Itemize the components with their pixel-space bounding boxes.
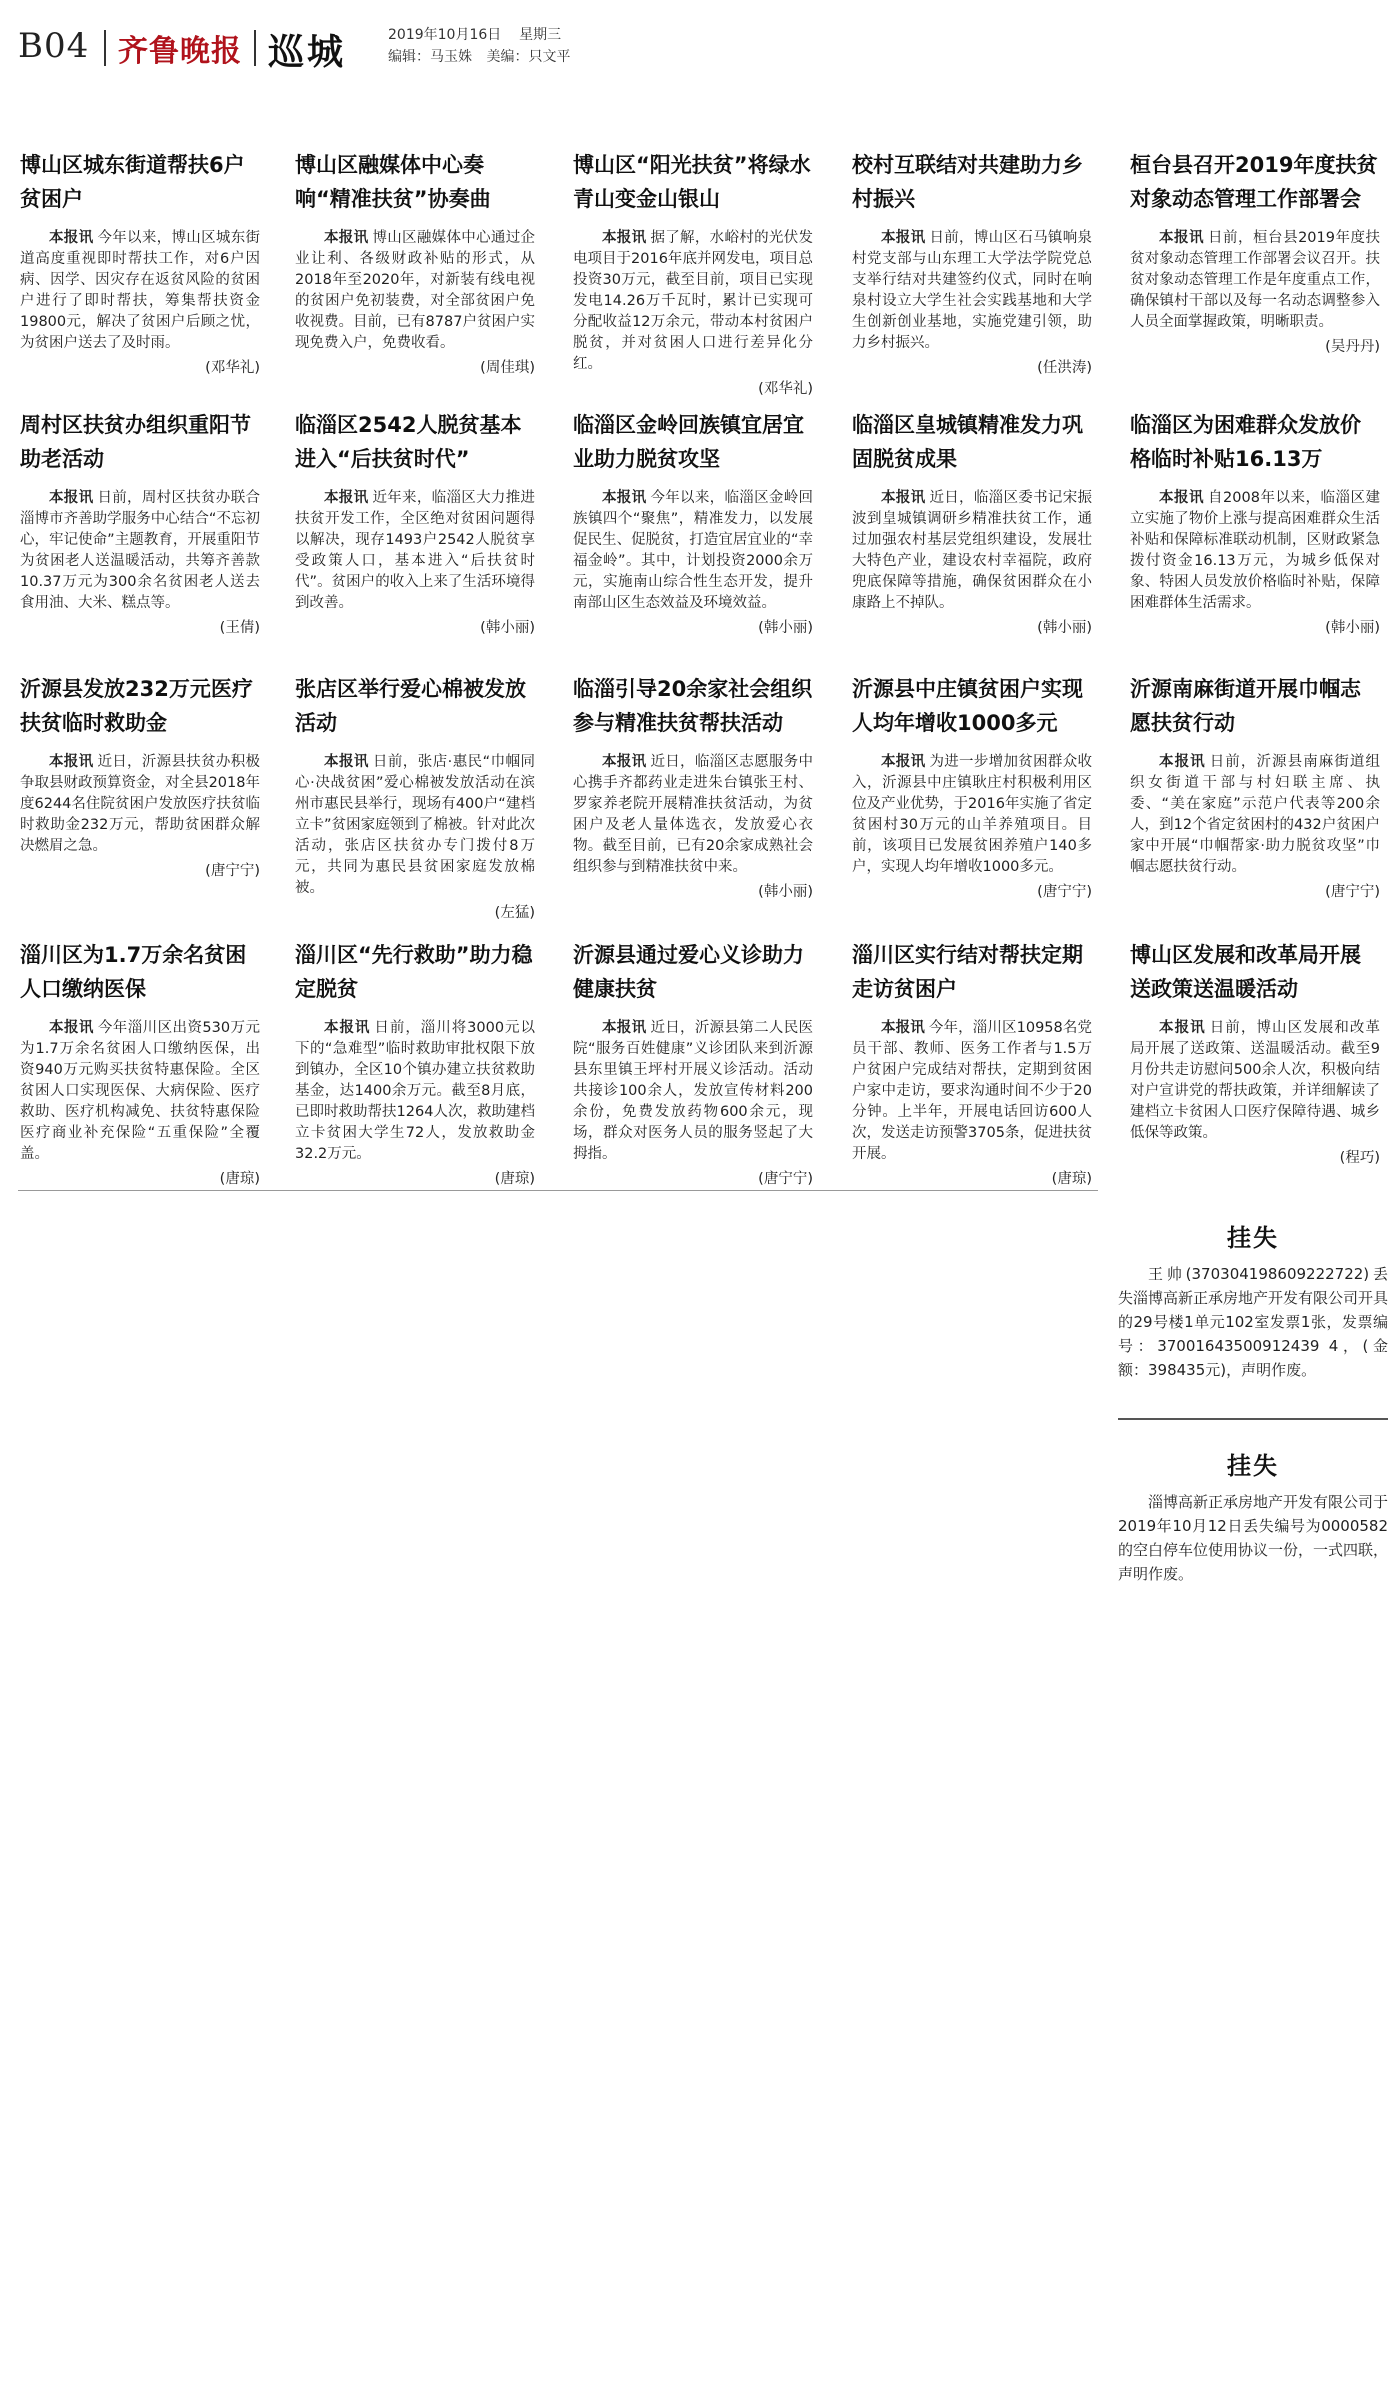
article-headline: 临淄区2542人脱贫基本进入“后扶贫时代” <box>295 413 522 471</box>
article-body <box>852 488 1092 614</box>
article-body <box>1130 1018 1380 1144</box>
newspaper-logo: 齐鲁晚报 <box>118 34 242 69</box>
editor-name: 编辑：马玉姝 <box>388 49 472 65</box>
article-byline: (邓华礼) <box>205 360 260 376</box>
article-byline: (任洪涛) <box>1037 360 1092 376</box>
article-body <box>852 1018 1092 1165</box>
article-body <box>852 228 1092 354</box>
article-byline: (唐琼) <box>219 1171 260 1187</box>
article-body <box>295 1018 535 1165</box>
editor-credits <box>388 46 580 66</box>
article-body <box>20 488 260 614</box>
article-text: 博山区融媒体中心通过企业让利、各级财政补贴的形式，从2018年至2020年，对新装有线电视的贫困户免初装费，对全部贫困户免收视费。目前，已有8787户贫困户实现免费入户，免费收看。 <box>295 230 536 351</box>
designer-name: 美编：只文平 <box>486 49 571 65</box>
article-lead: 本报讯 <box>602 230 647 246</box>
article <box>1130 672 1380 901</box>
article-lead: 本报讯 <box>881 1020 925 1036</box>
article-lead: 本报讯 <box>881 490 926 506</box>
article <box>573 938 813 1188</box>
article-body <box>20 228 260 354</box>
article-text: 自2008年以来，临淄区建立实施了物价上涨与提高困难群众生活补贴和保障标准联动机制，区财政紧急拨付资金16.13万元，为城乡低保对象、特困人员发放价格临时补贴，保障困难群体生活需求。 <box>1130 490 1381 611</box>
notice-divider <box>1118 1418 1388 1420</box>
article-lead: 本报讯 <box>602 754 647 770</box>
article-text: 日前，淄川将3000元以下的“急难型”临时救助审批权限下放到镇办，全区10个镇办建立扶贫救助基金，达1400余万元。截至8月底，已即时救助帮扶1264人次，救助建档立卡贫困大学生72人，发放救助金32.2万元。 <box>295 1020 535 1162</box>
article <box>852 672 1092 901</box>
article-text: 今年以来，临淄区金岭回族镇四个“聚焦”，精准发力，以发展促民生、促脱贫，打造宜居宜业的“幸福金岭”。其中，计划投资2000余万元，实施南山综合性生态开发，提升南部山区生态效益及环境效益。 <box>573 490 814 611</box>
article-headline: 博山区发展和改革局开展送政策送温暖活动 <box>1130 943 1361 1001</box>
article-headline: 周村区扶贫办组织重阳节助老活动 <box>20 413 251 471</box>
article-byline: (韩小丽) <box>1325 620 1380 636</box>
article-lead: 本报讯 <box>602 490 647 506</box>
article-byline: (邓华礼) <box>758 381 813 397</box>
article-byline: (韩小丽) <box>758 884 813 900</box>
article-text: 近日，沂源县扶贫办积极争取县财政预算资金，对全县2018年度6244名住院贫困户发放医疗扶贫临时救助金232万元，帮助贫困群众解决燃眉之急。 <box>20 754 261 854</box>
article-byline: (周佳琪) <box>480 360 535 376</box>
article-headline: 博山区融媒体中心奏响“精准扶贫”协奏曲 <box>295 153 491 211</box>
notice-text: 王帅(370304198609222722)丢失淄博高新正承房地产开发有限公司开具的29号楼1单元102室发票1张，发票编号：37001643500912439 4，(金额：398435元)，声明作废。 <box>1118 1265 1389 1379</box>
article-headline: 淄川区为1.7万余名贫困人口缴纳医保 <box>20 943 247 1001</box>
article-body <box>573 228 813 375</box>
article-byline: (吴丹丹) <box>1325 339 1380 355</box>
article-text: 为进一步增加贫困群众收入，沂源县中庄镇耿庄村积极利用区位及产业优势，于2016年实施了省定贫困村30万元的山羊养殖项目。目前，该项目已发展贫困养殖户140多户，实现人均年增收1000多元。 <box>852 754 1093 875</box>
article-text: 日前，博山区发展和改革局开展了送政策、送温暖活动。截至9月份共走访慰问500余人次，积极向结对户宣讲党的帮扶政策，并详细解读了建档立卡贫困人口医疗保障待遇、城乡低保等政策。 <box>1130 1020 1381 1141</box>
article-byline: (左猛) <box>494 905 535 921</box>
article-lead: 本报讯 <box>324 1020 371 1036</box>
article-headline: 沂源县中庄镇贫困户实现人均年增收1000多元 <box>852 677 1083 735</box>
article-body <box>20 1018 260 1165</box>
article-lead: 本报讯 <box>49 230 94 246</box>
article <box>1130 408 1380 637</box>
article-byline: (韩小丽) <box>1037 620 1092 636</box>
article-text: 日前，桓台县2019年度扶贫对象动态管理工作部署会议召开。扶贫对象动态管理工作是年度重点工作，确保镇村干部以及每一名动态调整参入人员全面掌握政策，明晰职责。 <box>1130 230 1381 330</box>
article-headline: 临淄区金岭回族镇宜居宜业助力脱贫攻坚 <box>573 413 804 471</box>
article-lead: 本报讯 <box>602 1020 647 1036</box>
article <box>20 408 260 637</box>
article-text: 据了解，水峪村的光伏发电项目于2016年底并网发电，项目总投资30万元，截至目前，项目已实现发电14.26万千瓦时，累计已实现可分配收益12万余元，带动本村贫困户脱贫，并对贫困人口进行差异化分红。 <box>573 230 814 372</box>
article-body <box>852 752 1092 878</box>
article-lead: 本报讯 <box>881 230 926 246</box>
notice-title: 挂失 <box>1227 1224 1279 1252</box>
article-body <box>295 752 535 899</box>
article-headline: 临淄引导20余家社会组织参与精准扶贫帮扶活动 <box>573 677 813 735</box>
article-lead: 本报讯 <box>1159 230 1205 246</box>
masthead <box>18 22 1383 74</box>
article-byline: (唐宁宁) <box>1037 884 1092 900</box>
article-text: 近日，沂源县第二人民医院“服务百姓健康”义诊团队来到沂源县东里镇王坪村开展义诊活动。活动共接诊100余人，发放宣传材料200余份，免费发放药物600余元，现场，群众对医务人员的服务竖起了大拇指。 <box>573 1020 814 1162</box>
page-number: B04 <box>18 26 90 66</box>
divider <box>104 30 106 66</box>
article-byline: (唐宁宁) <box>758 1171 813 1187</box>
article-body <box>295 488 535 614</box>
article-text: 近日，临淄区志愿服务中心携手齐都药业走进朱台镇张王村、罗家养老院开展精准扶贫活动，为贫困户及老人量体选衣，发放爱心衣物。截至目前，已有20余家成熟社会组织参与到精准扶贫中来。 <box>573 754 814 875</box>
article-text: 今年，淄川区10958名党员干部、教师、医务工作者与1.5万户贫困户完成结对帮扶，定期到贫困户家中走访，要求沟通时间不少于20分钟。上半年，开展电话回访600人次，发送走访预警3705条，促进扶贫开展。 <box>852 1020 1092 1162</box>
article-headline: 博山区城东街道帮扶6户贫困户 <box>20 153 245 211</box>
article-headline: 校村互联结对共建助力乡村振兴 <box>852 153 1083 211</box>
article-text: 日前，周村区扶贫办联合淄博市齐善助学服务中心结合“不忘初心，牢记使命”主题教育，开展重阳节为贫困老人送温暖活动，共筹齐善款10.37万元为300余名贫困老人送去食用油、大米、糕点等。 <box>20 490 261 611</box>
article-text: 近年来，临淄区大力推进扶贫开发工作，全区绝对贫困问题得以解决，现存1493户2542人脱贫享受政策人口，基本进入“后扶贫时代”。贫困户的收入上来了生活环境得到改善。 <box>295 490 536 611</box>
article-headline: 沂源南麻街道开展巾帼志愿扶贫行动 <box>1130 677 1361 735</box>
article-headline: 博山区“阳光扶贫”将绿水青山变金山银山 <box>573 153 811 211</box>
article-body <box>1130 488 1380 614</box>
article-byline: (韩小丽) <box>758 620 813 636</box>
article-lead: 本报讯 <box>881 754 926 770</box>
article-lead: 本报讯 <box>49 754 94 770</box>
article <box>852 148 1092 377</box>
article <box>295 148 535 377</box>
article-headline: 淄川区实行结对帮扶定期走访贫困户 <box>852 943 1083 1001</box>
article-byline: (唐宁宁) <box>1325 884 1380 900</box>
article <box>295 408 535 637</box>
article-lead: 本报讯 <box>1159 490 1205 506</box>
article-byline: (程巧) <box>1339 1150 1380 1166</box>
article-lead: 本报讯 <box>324 754 369 770</box>
article-byline: (唐琼) <box>1051 1171 1092 1187</box>
issue-weekday: 星期三 <box>519 27 562 43</box>
article-body <box>1130 228 1380 333</box>
article-byline: (韩小丽) <box>480 620 535 636</box>
article-text: 日前，博山区石马镇响泉村党支部与山东理工大学法学院党总支举行结对共建签约仪式，同时在响泉村设立大学生社会实践基地和大学生创新创业基地，实施党建引领，助力乡村振兴。 <box>852 230 1093 351</box>
article-body <box>1130 752 1380 878</box>
divider <box>254 30 256 66</box>
article-lead: 本报讯 <box>49 490 94 506</box>
article-headline: 沂源县发放232万元医疗扶贫临时救助金 <box>20 677 253 735</box>
article-byline: (王倩) <box>219 620 260 636</box>
article-body <box>295 228 535 354</box>
article-text: 今年以来，博山区城东街道高度重视即时帮扶工作，对6户因病、因学、因灾存在返贫风险的贫困户进行了即时帮扶，筹集帮扶资金19800元，解决了贫困户后顾之忧，为贫困户送去了及时雨。 <box>20 230 261 351</box>
article-lead: 本报讯 <box>49 1020 94 1036</box>
article <box>20 672 260 880</box>
article-lead: 本报讯 <box>1159 754 1206 770</box>
article-headline: 淄川区“先行救助”助力稳定脱贫 <box>295 943 533 1001</box>
article-headline: 临淄区为困难群众发放价格临时补贴16.13万 <box>1130 413 1361 471</box>
article-body <box>573 1018 813 1165</box>
article <box>1130 148 1380 356</box>
article <box>295 938 535 1188</box>
article-headline: 桓台县召开2019年度扶贫对象动态管理工作部署会 <box>1130 153 1378 211</box>
article <box>573 148 813 398</box>
article-text: 日前，沂源县南麻街道组织女街道干部与村妇联主席、执委、“美在家庭”示范户代表等200余人，到12个省定贫困村的432户贫困户家中开展“巾帼帮家·助力脱贫攻坚”巾帼志愿扶贫行动。 <box>1130 754 1381 875</box>
section-title: 巡城 <box>268 32 347 73</box>
article-text: 近日，临淄区委书记宋振波到皇城镇调研乡精准扶贫工作，通过加强农村基层党组织建设，发展壮大特色产业，建设农村幸福院，政府兜底保障等措施，确保贫困群众在小康路上不掉队。 <box>852 490 1093 611</box>
article <box>852 408 1092 637</box>
article-lead: 本报讯 <box>1159 1020 1206 1036</box>
article-headline: 沂源县通过爱心义诊助力健康扶贫 <box>573 943 804 1001</box>
notice-title: 挂失 <box>1227 1452 1279 1480</box>
article-lead: 本报讯 <box>324 490 369 506</box>
article <box>1130 938 1380 1167</box>
article-headline: 张店区举行爱心棉被发放活动 <box>295 677 526 735</box>
notice-text: 淄博高新正承房地产开发有限公司于2019年10月12日丢失编号为0000582的空白停车位使用协议一份，一式四联，声明作废。 <box>1118 1493 1389 1583</box>
article-text: 日前，张店·惠民“巾帼同心·决战贫困”爱心棉被发放活动在滨州市惠民县举行，现场有400户“建档立卡”贫困家庭领到了棉被。针对此次活动，张店区扶贫办专门拨付8万元，共同为惠民县贫困家庭发放棉被。 <box>295 754 536 896</box>
article-byline: (唐琼) <box>494 1171 535 1187</box>
article-body <box>20 752 260 857</box>
section-divider <box>18 1190 1098 1191</box>
issue-date: 2019年10月16日 <box>388 27 502 43</box>
article-text: 今年淄川区出资530万元为1.7万余名贫困人口缴纳医保，出资940万元购买扶贫特惠保险。全区贫困人口实现医保、大病保险、医疗救助、医疗机构减免、扶贫特惠保险医疗商业补充保险“五重保险”全覆盖。 <box>20 1020 260 1162</box>
article <box>573 672 813 901</box>
article <box>852 938 1092 1188</box>
article <box>573 408 813 637</box>
article-body <box>573 488 813 614</box>
article-headline: 临淄区皇城镇精准发力巩固脱贫成果 <box>852 413 1083 471</box>
date-line <box>388 24 561 44</box>
article-byline: (唐宁宁) <box>205 863 260 879</box>
article <box>295 672 535 922</box>
article-body <box>573 752 813 878</box>
article <box>20 938 260 1188</box>
article-lead: 本报讯 <box>324 230 369 246</box>
article <box>20 148 260 377</box>
